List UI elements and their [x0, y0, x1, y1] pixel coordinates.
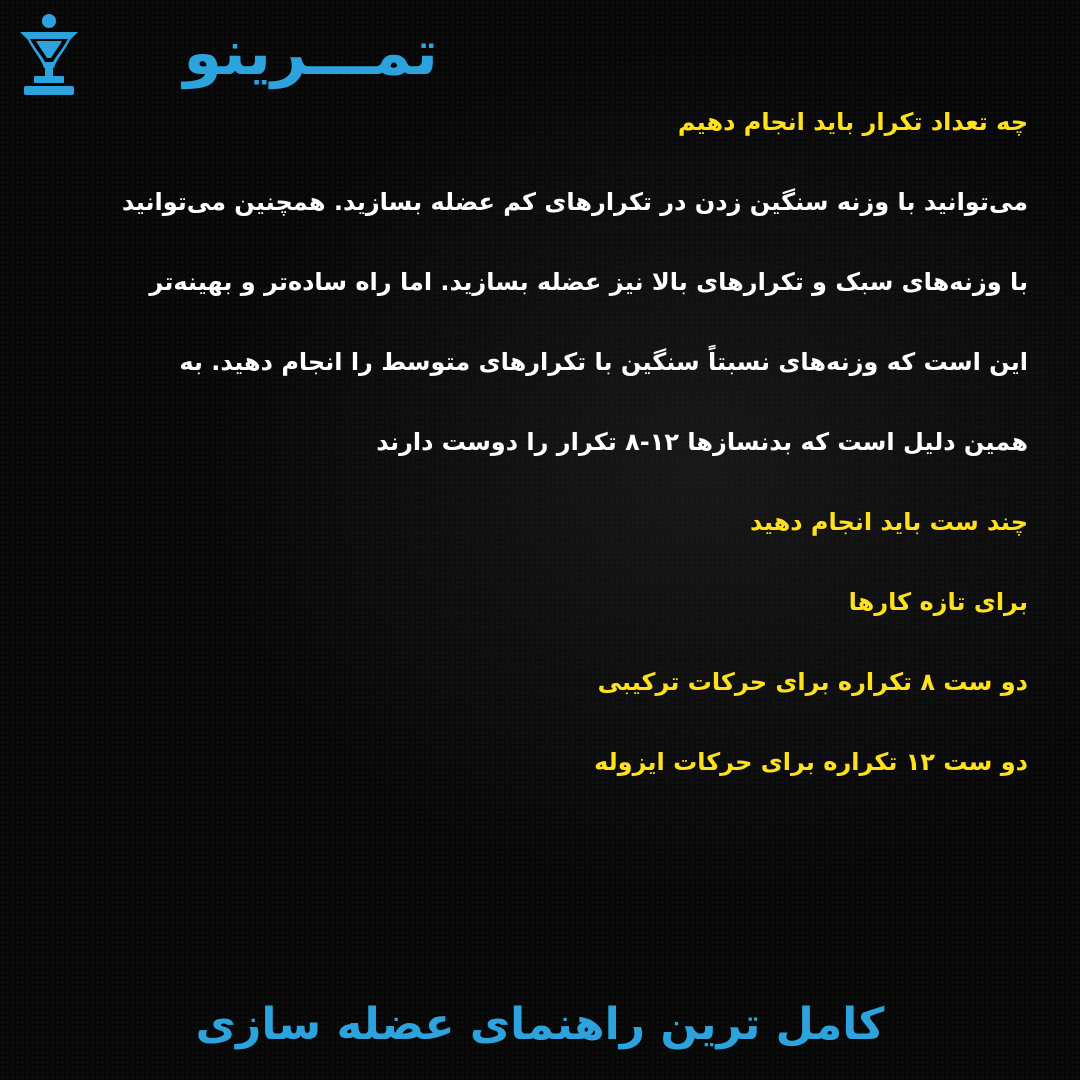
article-content: [38, 102, 1028, 782]
footer-tagline: کامل ترین راهنمای عضله سازی: [195, 999, 885, 1050]
brand-wordmark: تمـــرینو: [183, 16, 438, 89]
brand-logo: [16, 12, 441, 98]
paragraph-line: این است که وزنه‌های نسبتاً سنگین با تکرارهای متوسط را انجام دهید. به: [179, 348, 1028, 376]
paragraph-reps: [38, 182, 1028, 462]
paragraph-line: با وزنه‌های سبک و تکرارهای بالا نیز عضله بسازید. اما راه ساده‌تر و بهینه‌تر: [149, 268, 1028, 296]
heading-sets: چند ست باید انجام دهید: [749, 508, 1028, 536]
list-item: دو ست ۸ تکراره برای حرکات ترکیبی: [597, 668, 1028, 696]
trophy-cup-icon: [16, 12, 82, 98]
paragraph-line: همین دلیل است که بدنسازها ۱۲-۸ تکرار را دوست دارند: [376, 428, 1028, 456]
paragraph-line: می‌توانید با وزنه سنگین زدن در تکرارهای کم عضله بسازید. همچنین می‌توانید: [121, 188, 1028, 216]
list-item: دو ست ۱۲ تکراره برای حرکات ایزوله: [594, 748, 1028, 776]
subheading-beginners: برای تازه کارها: [848, 588, 1028, 616]
heading-reps: چه تعداد تکرار باید انجام دهیم: [677, 108, 1028, 136]
